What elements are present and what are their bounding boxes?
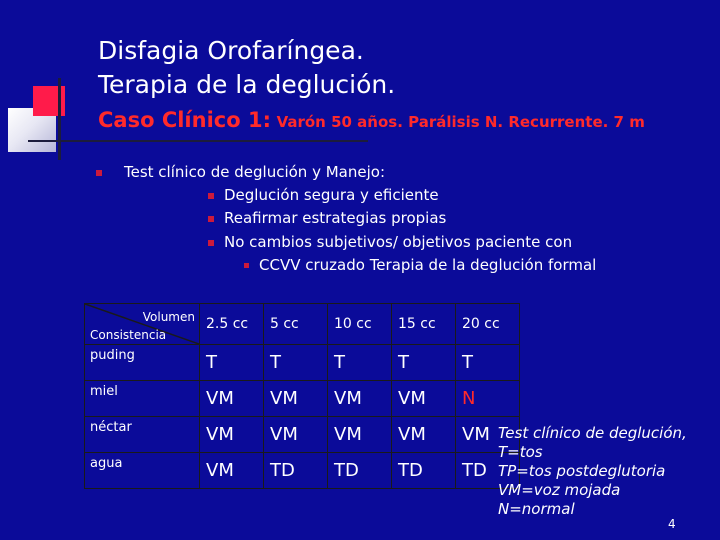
- title-line-1: Disfagia Orofaríngea.: [98, 36, 364, 65]
- decorative-vertical-line: [58, 78, 61, 160]
- table-cell: TD: [264, 453, 328, 489]
- legend-item: N=normal: [498, 500, 575, 518]
- table-cell: T: [456, 345, 520, 381]
- volume-header: 2.5 cc: [200, 304, 264, 345]
- table-cell: T: [392, 345, 456, 381]
- volume-header: 15 cc: [392, 304, 456, 345]
- bullet-sub-1-text: Deglución segura y eficiente: [224, 186, 439, 204]
- legend-item: TP=tos postdeglutoria: [498, 462, 666, 480]
- swallow-test-table: [84, 303, 520, 489]
- table-row: [85, 345, 520, 381]
- bullet-main: [96, 162, 385, 182]
- table-cell: VM: [392, 417, 456, 453]
- bullet-sub-2-text: Reafirmar estrategias propias: [224, 209, 447, 227]
- legend-box: [498, 424, 687, 519]
- bullet-sub-3-text: No cambios subjetivos/ objetivos paciente con: [224, 233, 573, 251]
- table-cell: VM: [200, 417, 264, 453]
- consistency-label: miel: [85, 381, 200, 417]
- table-cell-highlighted: N: [456, 381, 520, 417]
- consistency-label: agua: [85, 453, 200, 489]
- table-cell: VM: [328, 417, 392, 453]
- table-cell: VM: [200, 381, 264, 417]
- table-cell: TD: [456, 453, 520, 489]
- consistency-label: néctar: [85, 417, 200, 453]
- table-cell: VM: [392, 381, 456, 417]
- table-cell: VM: [264, 381, 328, 417]
- table-header-row: [85, 304, 520, 345]
- case-label: Caso Clínico 1:: [98, 108, 271, 132]
- decorative-horizontal-line: [28, 140, 368, 142]
- bullet-sub-3: [208, 232, 572, 252]
- bullet-sub-1: [208, 185, 439, 205]
- title-line-2: Terapia de la deglución.: [98, 70, 396, 99]
- bullet-square-icon: [96, 170, 102, 176]
- table-row: [85, 417, 520, 453]
- table-row: [85, 453, 520, 489]
- bullet-subsub-1: [244, 255, 596, 275]
- table-cell: VM: [328, 381, 392, 417]
- table-row: [85, 381, 520, 417]
- table-cell: VM: [456, 417, 520, 453]
- table-corner-cell: [85, 304, 200, 345]
- bullet-square-icon: [208, 216, 214, 222]
- bullet-sub-2: [208, 208, 446, 228]
- bullet-square-icon: [208, 240, 214, 246]
- slide-title: [98, 34, 395, 102]
- bullet-main-text: Test clínico de deglución y Manejo:: [124, 163, 385, 181]
- table-cell: T: [200, 345, 264, 381]
- legend-item: T=tos: [498, 443, 543, 461]
- legend-item: VM=voz mojada: [498, 481, 621, 499]
- table-cell: TD: [328, 453, 392, 489]
- table-cell: T: [264, 345, 328, 381]
- volume-header: 5 cc: [264, 304, 328, 345]
- table-cell: TD: [392, 453, 456, 489]
- case-heading: [98, 108, 645, 132]
- consistency-label: puding: [85, 345, 200, 381]
- case-detail: Varón 50 años. Parálisis N. Recurrente. 7 m: [276, 113, 645, 131]
- legend-item: Test clínico de deglución,: [498, 424, 687, 442]
- bullet-square-icon: [244, 263, 249, 268]
- bullet-subsub-1-text: CCVV cruzado Terapia de la deglución formal: [259, 256, 597, 274]
- bullet-square-icon: [208, 193, 214, 199]
- table-cell: VM: [200, 453, 264, 489]
- volume-header: 10 cc: [328, 304, 392, 345]
- volume-header: 20 cc: [456, 304, 520, 345]
- corner-volume-label: Volumen: [142, 310, 195, 324]
- table-cell: VM: [264, 417, 328, 453]
- corner-consistency-label: Consistencia: [90, 328, 167, 342]
- page-number: 4: [668, 517, 676, 531]
- table-cell: T: [328, 345, 392, 381]
